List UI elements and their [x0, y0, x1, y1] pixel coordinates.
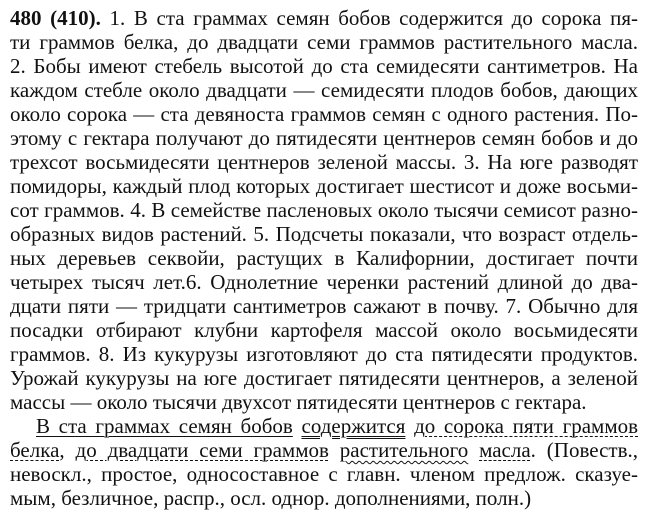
exercise-line-2: ти граммов белка, до двадцати семи граммов растительного масла.	[10, 30, 638, 54]
exercise-line-15: граммов. 8. Из кукурузы изготовляют до ста пятидесяти продуктов.	[10, 342, 638, 366]
analysis-line-4: мым, безличное, распр., осл. однор. дополнениями, полн.)	[10, 486, 532, 510]
exercise-line-11: ных деревьев секвойи, растущих в Калифорнии, достигает почти	[10, 246, 638, 270]
exercise-number: 480 (410).	[10, 6, 101, 30]
exercise-line-12: четырех тысяч лет.6. Однолетние черенки растений длиной до два-	[10, 270, 638, 294]
exercise-line-17: массы — около тысячи двухсот пятидесяти центнеров с гектара.	[10, 390, 587, 414]
analysis-subject-group: В ста граммах семян бобов	[36, 414, 293, 438]
exercise-line-3: 2. Бобы имеют стебель высотой до ста семидесяти сантиметров. На	[10, 54, 638, 78]
exercise-line-5: около сорока — ста девяноста граммов семян с одного растения. По-	[10, 102, 638, 126]
exercise-line-16: Урожай кукурузы на юге достигает пятидесяти центнеров, а зеленой	[10, 366, 638, 390]
analysis-predicate: содержится	[301, 414, 406, 438]
exercise-line-8: помидоры, каждый плод которых достигает шестисот и доже восьми-	[10, 174, 638, 198]
analysis-object-1: до сорока пяти граммов	[414, 414, 639, 438]
exercise-line-7: трехсот восьмидесяти центнеров зеленой массы. 3. На юге разводят	[10, 150, 638, 174]
analysis-attribute: растительного	[339, 438, 469, 462]
analysis-line-3: невоскл., простое, односоставное с главн. членом предлож. сказуе-	[10, 462, 638, 486]
exercise-line-9: сот граммов. 4. В семействе пасленовых около тысячи семисот разно-	[10, 198, 638, 222]
exercise-line-4: каждом стебле около двадцати — семидесяти плодов бобов, дающих	[10, 78, 638, 102]
analysis-note-start: . (Повеств.,	[530, 438, 638, 462]
analysis-object-2: до двадцати семи граммов	[75, 438, 329, 462]
exercise-line-6: этому с гектара получают до пятидесяти центнеров семян бобов и до	[10, 126, 638, 150]
exercise-line-10: образных видов растений. 5. Подсчеты показали, что возраст отдель-	[10, 222, 638, 246]
exercise-line-14: посадки отбирают клубни картофеля массой около восьмидесяти	[10, 318, 638, 342]
analysis-line-2	[10, 438, 638, 462]
analysis-object-1-end: белка	[10, 438, 60, 462]
exercise-line-13: дцати пяти — тридцати сантиметров сажают в почву. 7. Обычно для	[10, 294, 638, 318]
exercise-text: 1. В ста граммах семян бобов содержится до сорока пя-	[109, 6, 638, 30]
analysis-object-2-end: масла	[479, 438, 531, 462]
exercise-line-1	[10, 6, 638, 30]
analysis-line-1	[36, 414, 638, 438]
analysis-comma: ,	[59, 438, 65, 462]
